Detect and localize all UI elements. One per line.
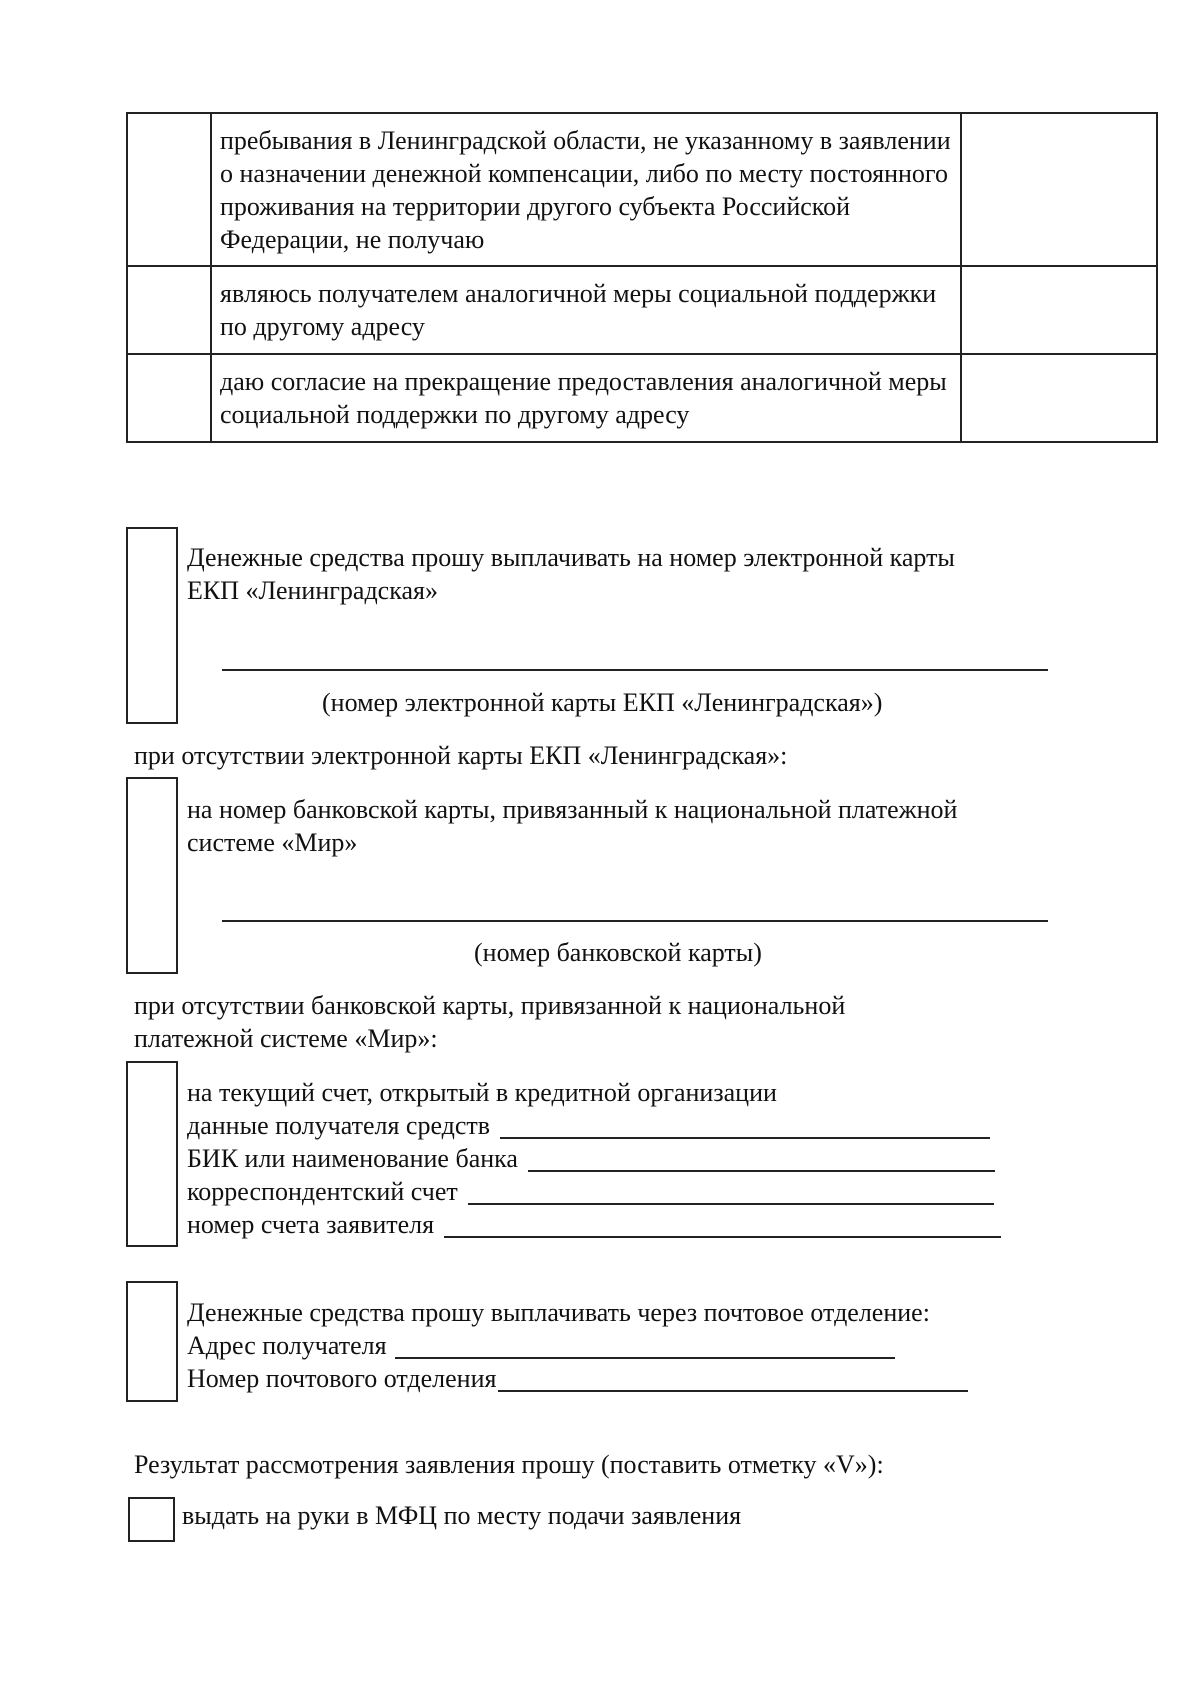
- post-office-number-field[interactable]: [498, 1362, 968, 1392]
- corr-account-label: корреспондентский счет: [187, 1177, 458, 1206]
- result-option-1-checkbox[interactable]: [128, 1497, 175, 1542]
- bank-card-number-field[interactable]: [222, 920, 1048, 922]
- mark-cell[interactable]: [127, 354, 211, 442]
- result-heading: Результат рассмотрения заявления прошу (поставить отметку «V»):: [134, 1450, 884, 1479]
- no-card-note-line-1: при отсутствии банковской карты, привязанной к национальной: [134, 991, 846, 1020]
- post-office-number-row: [187, 1362, 1027, 1395]
- note-cell[interactable]: [961, 266, 1157, 354]
- no-ekp-note: при отсутствии электронной карты ЕКП «Ленинградская»:: [134, 741, 788, 770]
- note-cell[interactable]: [961, 354, 1157, 442]
- table-row: [127, 354, 1157, 442]
- applicant-account-field[interactable]: [444, 1208, 1001, 1238]
- recipient-address-field[interactable]: [395, 1329, 895, 1359]
- conditions-table: [126, 112, 1158, 443]
- bank-card-caption: (номер банковской карты): [474, 938, 762, 967]
- recipient-address-label: Адрес получателя: [187, 1331, 387, 1360]
- corr-account-row: [187, 1175, 1027, 1208]
- ekp-line-1: Денежные средства прошу выплачивать на номер электронной карты: [187, 543, 955, 572]
- applicant-account-label: номер счета заявителя: [187, 1210, 435, 1239]
- condition-text: пребывания в Ленинградской области, не указанному в заявлении о назначении денежной компенсации, либо по месту постоянного проживания на территории другого субъекта Российской Федерации, не получаю: [211, 113, 961, 266]
- ekp-line-2: ЕКП «Ленинградская»: [187, 576, 438, 605]
- post-checkbox[interactable]: [126, 1281, 178, 1402]
- post-office-number-label: Номер почтового отделения: [187, 1364, 497, 1393]
- bank-bik-field[interactable]: [528, 1142, 995, 1172]
- recipient-address-row: [187, 1329, 1027, 1362]
- recipient-data-label: данные получателя средств: [187, 1111, 491, 1140]
- ekp-card-number-field[interactable]: [222, 669, 1048, 671]
- mark-cell[interactable]: [127, 266, 211, 354]
- bank-bik-row: [187, 1142, 1027, 1175]
- note-cell[interactable]: [961, 113, 1157, 266]
- bank-card-line-1: на номер банковской карты, привязанный к национальной платежной: [187, 795, 958, 824]
- account-checkbox[interactable]: [126, 1061, 178, 1247]
- recipient-data-row: [187, 1109, 1027, 1142]
- table-row: [127, 113, 1157, 266]
- result-option-1-label: выдать на руки в МФЦ по месту подачи заявления: [182, 1501, 742, 1530]
- ekp-caption: (номер электронной карты ЕКП «Ленинградская»): [322, 688, 883, 717]
- post-title: Денежные средства прошу выплачивать через почтовое отделение:: [187, 1298, 930, 1327]
- recipient-data-field[interactable]: [500, 1109, 990, 1139]
- account-title: на текущий счет, открытый в кредитной организации: [187, 1078, 777, 1107]
- condition-text: являюсь получателем аналогичной меры социальной поддержки по другому адресу: [211, 266, 961, 354]
- bank-card-checkbox[interactable]: [126, 777, 178, 974]
- condition-text: даю согласие на прекращение предоставления аналогичной меры социальной поддержки по другому адресу: [211, 354, 961, 442]
- table-row: [127, 266, 1157, 354]
- mark-cell[interactable]: [127, 113, 211, 266]
- applicant-account-row: [187, 1208, 1027, 1241]
- no-card-note-line-2: платежной системе «Мир»:: [134, 1024, 438, 1053]
- corr-account-field[interactable]: [468, 1175, 994, 1205]
- bank-bik-label: БИК или наименование банка: [187, 1144, 518, 1173]
- ekp-checkbox[interactable]: [126, 527, 178, 724]
- bank-card-line-2: системе «Мир»: [187, 828, 358, 857]
